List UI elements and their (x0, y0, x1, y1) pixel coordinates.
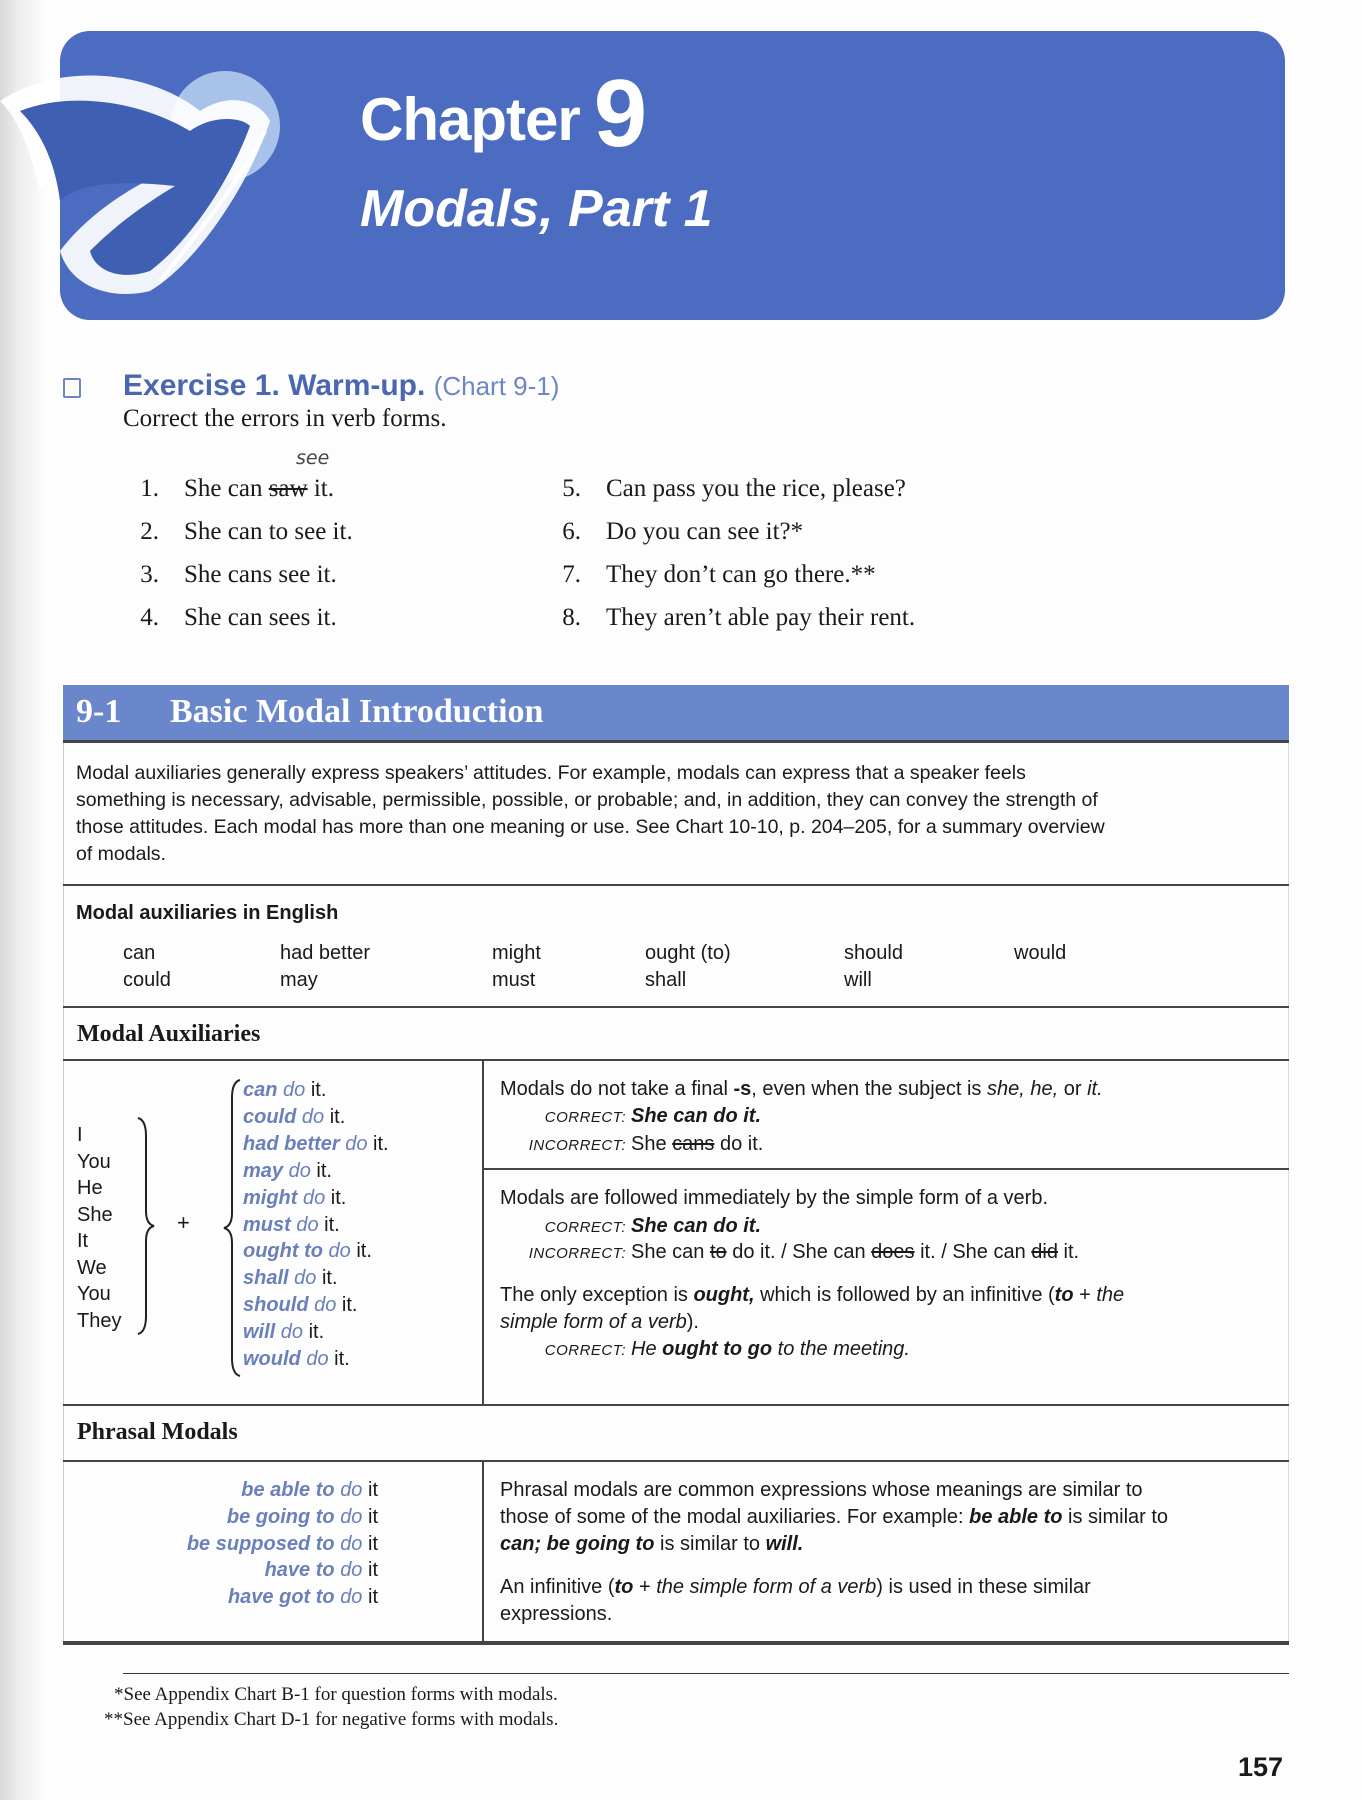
pronoun: It (77, 1230, 89, 1252)
explanation-text: can; be going to (500, 1532, 655, 1555)
divider (63, 1404, 1289, 1406)
plus-sign: + (177, 1210, 190, 1235)
incorrect-example (631, 1133, 763, 1156)
explanation-text: ) is used in these similar (876, 1576, 1091, 1598)
explanation-text: to (614, 1576, 634, 1598)
modal-form (243, 1077, 389, 1104)
pronoun: He (77, 1177, 103, 1199)
verb: do (345, 1132, 368, 1155)
pronoun: You (77, 1283, 111, 1305)
footnote: **See Appendix Chart D-1 for negative forms with modals. (104, 1709, 559, 1730)
incorrect-label (490, 1133, 626, 1156)
verb: do (283, 1079, 306, 1101)
modal-word: can (123, 942, 156, 964)
verb: do (340, 1559, 363, 1582)
object: it (362, 1586, 378, 1609)
rule-text: ought, (693, 1284, 755, 1306)
modal-list-heading: Modal auxiliaries in English (76, 902, 339, 924)
object: it. (367, 1132, 389, 1155)
modal-word: should (844, 942, 903, 964)
modal: shall (243, 1267, 289, 1290)
verb: do (340, 1479, 363, 1501)
struck-word: to (709, 1241, 727, 1263)
phrasal-modal (100, 1531, 378, 1558)
exercise-item (119, 518, 353, 546)
verb: do (296, 1213, 319, 1236)
modal-forms-list (243, 1077, 389, 1373)
object: it. (318, 1213, 340, 1236)
chapter-number: 9 (593, 60, 647, 167)
right-brace-icon (134, 1116, 156, 1336)
object: it. (350, 1240, 372, 1263)
verb: do (294, 1267, 317, 1290)
item-text: They aren’t able pay their rent. (606, 604, 916, 631)
item-number: 5. (562, 475, 581, 502)
exercise-item (541, 518, 803, 546)
object: it (362, 1559, 378, 1582)
item-text: She can (184, 475, 269, 502)
modal: should (243, 1294, 309, 1317)
exercise-item (541, 604, 915, 632)
exercise-instructions: Correct the errors in verb forms. (123, 405, 447, 432)
exercise-item (119, 561, 337, 589)
modal-form (243, 1104, 389, 1131)
object: it (362, 1532, 378, 1555)
modal-word: ought (to) (645, 942, 731, 964)
object: it. (310, 1159, 332, 1182)
footnote-rule (123, 1673, 1289, 1674)
modal-word: must (492, 969, 536, 991)
correct-label (510, 1105, 626, 1128)
handwritten-correction: see (296, 447, 330, 469)
verb: do (301, 1105, 325, 1128)
item-text: it. (307, 475, 334, 502)
exercise-item (541, 561, 876, 589)
modal: have to (264, 1559, 335, 1582)
verb: do (288, 1159, 311, 1182)
correct-example: She can do it. (631, 1105, 762, 1127)
label-text: CORRECT: (544, 1109, 626, 1126)
modal: would (243, 1348, 301, 1371)
chapter-label: Chapter (360, 86, 580, 153)
intro-line: Modal auxiliaries generally express speakers’ attitudes. For example, modals can express that a speaker feels (76, 762, 1026, 784)
column-divider (482, 1059, 484, 1404)
example-text: She can (631, 1241, 710, 1263)
intro-paragraph (76, 760, 1105, 868)
modal-form (243, 1131, 389, 1158)
object: it (362, 1479, 378, 1501)
modal-list-column (645, 940, 731, 994)
object: it. (303, 1321, 325, 1344)
rule-ought-exception-cont (500, 1311, 699, 1334)
pronoun: She (77, 1203, 113, 1226)
example-text: do it. (714, 1133, 764, 1155)
example-text: it. (1057, 1241, 1080, 1263)
rule-simple-form: Modals are followed immediately by the simple form of a verb. (500, 1187, 1049, 1209)
phrasal-modal (100, 1477, 378, 1504)
item-text: She can sees it. (184, 604, 337, 631)
item-number: 2. (140, 518, 159, 545)
modal-form (243, 1212, 389, 1239)
example-text: ought to go (662, 1338, 773, 1360)
explanation-text: those of some of the modal auxiliaries. For example: (500, 1505, 970, 1528)
example-text: to the meeting. (772, 1338, 910, 1360)
struck-word: does (871, 1241, 915, 1263)
verb: do (280, 1321, 304, 1344)
item-number: 1. (140, 475, 159, 502)
divider (63, 1006, 1289, 1008)
explanation-text: is similar to (1062, 1505, 1169, 1528)
intro-line: those attitudes. Each modal has more than one meaning or use. See Chart 10-10, p. 204–205, for a summary overview (76, 816, 1105, 838)
modal: ought to (243, 1240, 323, 1263)
explanation-line: Phrasal modals are common expressions whose meanings are similar to (500, 1479, 1143, 1501)
rule-text: ). (686, 1311, 699, 1333)
divider (63, 1460, 1289, 1462)
example-text: He (631, 1338, 663, 1360)
verb: do (314, 1294, 337, 1317)
struck-word: did (1031, 1241, 1058, 1263)
modal-list-column (123, 940, 171, 994)
modal-word: will (844, 969, 872, 991)
label-text: INCORRECT: (528, 1245, 626, 1262)
modal-form (243, 1238, 389, 1265)
modal-list-column (844, 940, 903, 994)
rule-final-s (500, 1078, 1103, 1101)
modal: be able to (241, 1479, 335, 1501)
chart-title: Basic Modal Introduction (170, 693, 544, 730)
exercise-chart-ref: (Chart 9-1) (433, 371, 560, 401)
exercise-title-text: Exercise 1. Warm-up. (123, 369, 426, 402)
divider (63, 1059, 1289, 1061)
pronoun: You (77, 1150, 111, 1173)
modal: be going to (226, 1505, 335, 1528)
rule-ought-exception (500, 1284, 1124, 1307)
modal-word: shall (645, 969, 687, 991)
correct-label (510, 1338, 626, 1361)
object: it. (324, 1105, 346, 1128)
modal-form (243, 1185, 389, 1212)
object: it. (316, 1267, 338, 1290)
item-number: 8. (562, 604, 581, 631)
modal: may (243, 1159, 284, 1182)
pronoun: We (77, 1256, 107, 1279)
modal-list-column (280, 940, 370, 994)
item-text: Do you can see it?* (606, 518, 804, 545)
divider (63, 884, 1289, 886)
intro-line: of modals. (76, 843, 166, 865)
exercise-item (119, 475, 334, 503)
phrasal-explanation (500, 1477, 1168, 1557)
explanation-line: expressions. (500, 1602, 613, 1625)
item-text: She can to see it. (184, 518, 353, 545)
incorrect-example (631, 1241, 1079, 1264)
modal-word: may (280, 969, 318, 991)
modal-form (243, 1292, 389, 1319)
object: it (362, 1505, 378, 1528)
correct-example (631, 1338, 910, 1361)
modal-auxiliaries-heading: Modal Auxiliaries (77, 1021, 261, 1047)
object: it. (328, 1348, 350, 1371)
item-number: 4. (140, 604, 159, 631)
exercise-title (123, 369, 559, 403)
modal: had better (243, 1132, 340, 1155)
verb: do (340, 1586, 363, 1609)
phrasal-modals-heading: Phrasal Modals (77, 1419, 238, 1445)
modal-word: had better (280, 942, 371, 964)
rule-text: The only exception is (500, 1284, 694, 1306)
item-text: They don’t can go there.** (606, 561, 876, 588)
verb: do (340, 1505, 363, 1528)
rule-text: which is followed by an infinitive ( (754, 1284, 1055, 1306)
example-text: She (631, 1133, 673, 1155)
rule-text: to (1054, 1284, 1074, 1306)
rule-text: , even when the subject is (751, 1078, 987, 1100)
rule-text: or (1058, 1078, 1088, 1100)
explanation-text: + (633, 1576, 657, 1598)
pronoun: They (77, 1309, 122, 1332)
explanation-line (500, 1504, 1168, 1531)
chapter-title: Modals, Part 1 (360, 180, 713, 238)
object: it. (305, 1079, 327, 1101)
correct-label (510, 1215, 626, 1238)
explanation-text: will. (765, 1532, 804, 1555)
modal: be supposed to (186, 1532, 335, 1555)
chart-bottom-rule (63, 1641, 1289, 1645)
chapter-banner (60, 31, 1285, 320)
chart-header (63, 685, 1289, 743)
swallow-bird-icon (0, 31, 330, 320)
item-number: 6. (562, 518, 581, 545)
verb: do (328, 1240, 351, 1263)
modal-word: could (123, 969, 171, 991)
struck-word: cans (672, 1133, 715, 1155)
phrasal-modal (100, 1584, 378, 1611)
item-number: 3. (140, 561, 159, 588)
explanation-text: An infinitive ( (500, 1576, 615, 1598)
footnote: *See Appendix Chart B-1 for question forms with modals. (114, 1684, 558, 1705)
explanation-text: is similar to (654, 1532, 766, 1555)
label-text: CORRECT: (544, 1219, 626, 1236)
verb: do (303, 1186, 326, 1209)
modal-form (243, 1265, 389, 1292)
modal: can (243, 1079, 278, 1101)
modal-word: might (492, 942, 541, 964)
struck-word: saw (268, 475, 308, 502)
rule-text: + (1073, 1284, 1097, 1306)
exercise-item (119, 604, 337, 632)
correct-example: She can do it. (631, 1215, 762, 1237)
intro-line: something is necessary, advisable, permissible, possible, or probable; and, in addition, they can convey the strength of (76, 789, 1098, 811)
item-number: 7. (562, 561, 581, 588)
label-text: CORRECT: (544, 1342, 626, 1359)
modal-list-column (492, 940, 541, 994)
explanation-text: the simple form of a verb (656, 1576, 877, 1598)
rule-text: it. (1087, 1078, 1103, 1100)
modal-form (243, 1346, 389, 1373)
object: it. (336, 1294, 358, 1317)
chapter-heading (360, 59, 646, 169)
modal: could (243, 1105, 297, 1128)
modal: might (243, 1186, 298, 1209)
modal-form (243, 1319, 389, 1346)
verb: do (306, 1348, 329, 1371)
rule-text: she, he, (986, 1078, 1059, 1100)
pronoun: I (77, 1124, 83, 1146)
chart-number: 9-1 (76, 693, 122, 730)
rule-text: Modals do not take a final (500, 1078, 734, 1100)
column-divider (482, 1460, 484, 1643)
rule-text: the (1096, 1284, 1125, 1306)
rule-text: simple form of a verb (500, 1311, 687, 1333)
explanation-line (500, 1574, 1091, 1601)
infinitive-note (500, 1574, 1091, 1628)
item-text: She cans see it. (184, 561, 337, 588)
incorrect-label (490, 1241, 626, 1264)
phrasal-modal-list (100, 1477, 378, 1611)
modal-list-column (1014, 940, 1066, 967)
modal-form (243, 1158, 389, 1185)
divider (482, 1168, 1289, 1170)
example-text: do it. / She can (726, 1241, 872, 1263)
modal: must (243, 1213, 291, 1236)
left-brace-icon (222, 1078, 244, 1378)
object: it. (325, 1186, 347, 1209)
example-text: it. / She can (914, 1241, 1032, 1263)
explanation-line (500, 1531, 1168, 1558)
modal: will (243, 1321, 276, 1344)
explanation-text: be able to (969, 1505, 1063, 1528)
page-number: 157 (1238, 1752, 1284, 1782)
phrasal-modal (100, 1557, 378, 1584)
exercise-item (541, 475, 906, 503)
phrasal-modal (100, 1504, 378, 1531)
pronoun-list (77, 1122, 121, 1334)
exercise-checkbox[interactable] (63, 378, 81, 398)
rule-text: -s (733, 1078, 752, 1100)
label-text: INCORRECT: (528, 1137, 626, 1154)
verb: do (340, 1532, 363, 1555)
modal-word: would (1014, 942, 1067, 964)
item-text: Can pass you the rice, please? (606, 475, 906, 502)
modal: have got to (227, 1586, 335, 1609)
